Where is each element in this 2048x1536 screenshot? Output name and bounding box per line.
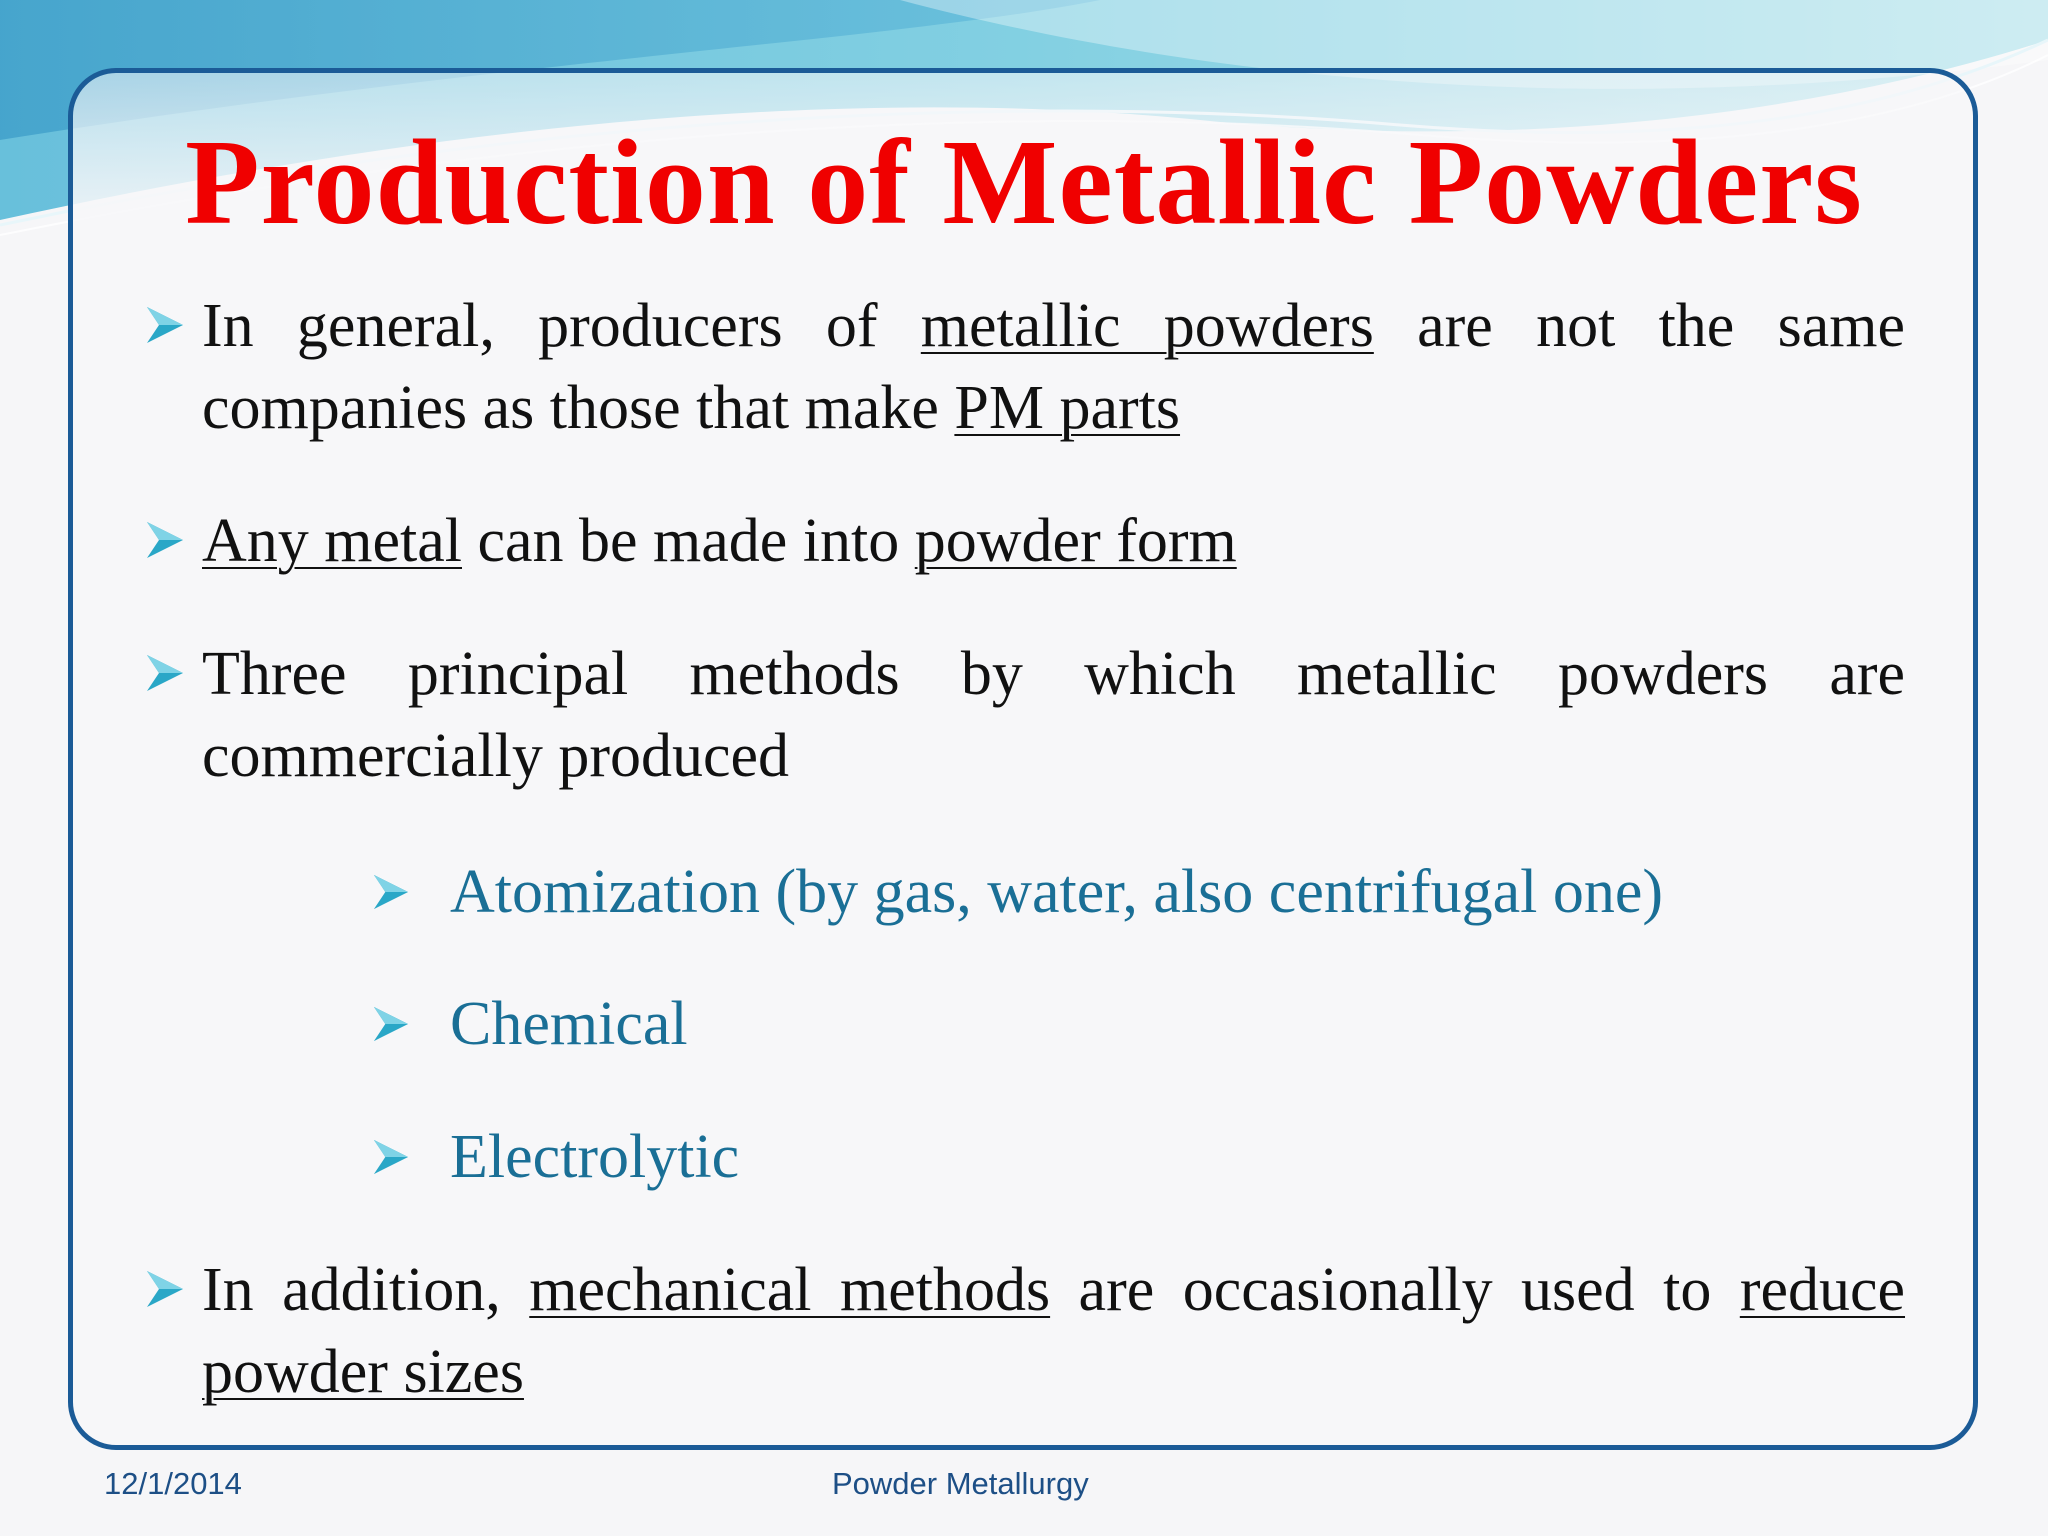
arrow-bullet-icon bbox=[145, 305, 185, 345]
sub-bullet-electrolytic bbox=[372, 1116, 1972, 1198]
bullet-item-three-methods bbox=[145, 633, 1905, 797]
bullet-text: In addition, bbox=[202, 1256, 530, 1324]
footer-title: Powder Metallurgy bbox=[832, 1466, 1089, 1501]
underlined-term: PM parts bbox=[954, 374, 1181, 442]
arrow-bullet-icon bbox=[372, 1005, 410, 1043]
bullet-item-producers bbox=[145, 285, 1905, 449]
sub-bullet-atomization bbox=[372, 851, 1972, 933]
underlined-term: metallic powders bbox=[920, 292, 1374, 360]
arrow-bullet-icon bbox=[372, 1138, 410, 1176]
arrow-bullet-icon bbox=[372, 873, 410, 911]
bullet-text: can be made into bbox=[462, 507, 915, 575]
sub-bullet-chemical bbox=[372, 983, 1972, 1065]
sub-bullet-text: Atomization (by gas, water, also centrifugal one) bbox=[450, 858, 1663, 926]
underlined-term: Any metal bbox=[202, 507, 462, 575]
underlined-term: mechanical methods bbox=[529, 1256, 1051, 1324]
sub-bullet-text: Chemical bbox=[450, 990, 688, 1058]
underlined-term: powder form bbox=[914, 507, 1237, 575]
bullet-text: are occasionally used to bbox=[1050, 1256, 1740, 1324]
bullet-text: are not the same companies as those that make bbox=[202, 292, 1905, 442]
bullet-text: Three principal methods by which metallic powders are commercially produced bbox=[202, 640, 1905, 790]
arrow-bullet-icon bbox=[145, 520, 185, 560]
bullet-text: In general, producers of bbox=[202, 292, 921, 360]
underlined-term: reduce powder sizes bbox=[202, 1256, 1906, 1406]
bullet-item-any-metal bbox=[145, 500, 1905, 582]
sub-bullet-text: Electrolytic bbox=[450, 1123, 740, 1191]
arrow-bullet-icon bbox=[145, 1269, 185, 1309]
footer-date: 12/1/2014 bbox=[104, 1466, 242, 1501]
bullet-item-mechanical-methods bbox=[145, 1249, 1905, 1413]
slide-title: Production of Metallic Powders bbox=[185, 115, 1863, 250]
arrow-bullet-icon bbox=[145, 653, 185, 693]
